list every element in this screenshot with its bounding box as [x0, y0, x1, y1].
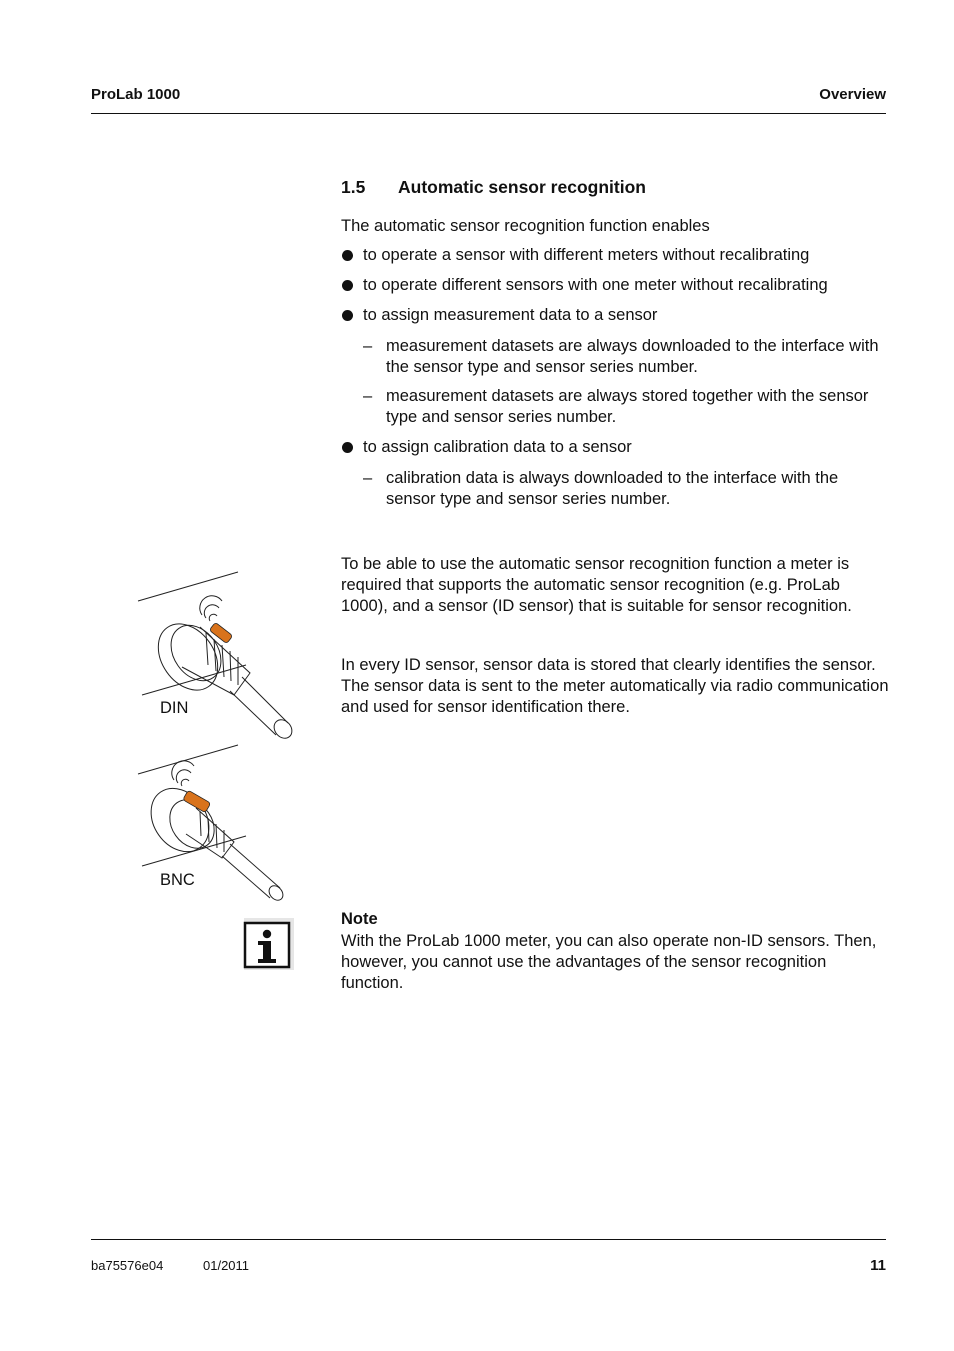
bullet-dot-icon: [342, 280, 353, 291]
bnc-label: BNC: [160, 871, 195, 889]
bullet-dot-icon: [342, 442, 353, 453]
din-sensor-connector-icon: [130, 565, 310, 740]
sub-list-item: [363, 468, 891, 510]
dash-marker: –: [363, 469, 373, 487]
list-item-text: to operate different sensors with one meter without recalibrating: [363, 276, 828, 294]
page-number: 11: [870, 1257, 886, 1274]
sub-list-item-text: calibration data is always downloaded to the interface with the sensor type and sensor series number.: [386, 469, 839, 508]
section-title: Automatic sensor recognition: [398, 177, 646, 197]
list-item-text: to operate a sensor with different meters without recalibrating: [363, 246, 810, 264]
id-sensor-paragraph: [341, 655, 891, 718]
document-code: ba75576e04: [91, 1258, 164, 1273]
running-header-title: ProLab 1000: [91, 86, 181, 103]
id-sensor-line: In every ID sensor, sensor data is stored that clearly identifies the sensor.: [341, 656, 876, 674]
section-number: 1.5: [341, 177, 366, 197]
radio-communication-line: The sensor data is sent to the meter automatically via radio communication and used for sensor identification there.: [341, 677, 889, 716]
dash-marker: –: [363, 337, 373, 355]
feature-list: [341, 245, 891, 519]
note-text: With the ProLab 1000 meter, you can also operate non-ID sensors. Then, however, you cannot use the advantages of the sensor recognition function.: [341, 932, 877, 992]
requirements-paragraph: To be able to use the automatic sensor recognition function a meter is required that supports the automatic sensor recognition (e.g. ProLab 1000), and a sensor (ID sensor) that is suitable for sensor recognition.: [341, 555, 852, 615]
sub-list: [363, 468, 891, 510]
bullet-dot-icon: [342, 250, 353, 261]
document-date: 01/2011: [203, 1258, 250, 1273]
bnc-sensor-connector-icon: [130, 738, 310, 908]
section-heading: [341, 177, 646, 198]
running-header-chapter: Overview: [819, 86, 886, 103]
info-icon: [243, 917, 295, 971]
intro-text: The automatic sensor recognition function enables: [341, 217, 710, 235]
list-item: [341, 245, 891, 266]
list-item: [341, 305, 891, 428]
sub-list-item-text: measurement datasets are always stored together with the sensor type and sensor series number.: [386, 387, 869, 426]
bullet-dot-icon: [342, 310, 353, 321]
sub-list: [363, 336, 891, 428]
sub-list-item: [363, 336, 891, 378]
list-item: [341, 437, 891, 510]
list-item-text: to assign measurement data to a sensor: [363, 306, 658, 324]
din-label: DIN: [160, 699, 189, 717]
sub-list-item: [363, 386, 891, 428]
sub-list-item-text: measurement datasets are always downloaded to the interface with the sensor type and sensor series number.: [386, 337, 879, 376]
dash-marker: –: [363, 387, 373, 405]
footer-rule: [91, 1239, 886, 1240]
list-item-text: to assign calibration data to a sensor: [363, 438, 632, 456]
note-heading: Note: [341, 910, 378, 928]
header-rule: [91, 113, 886, 114]
list-item: [341, 275, 891, 296]
